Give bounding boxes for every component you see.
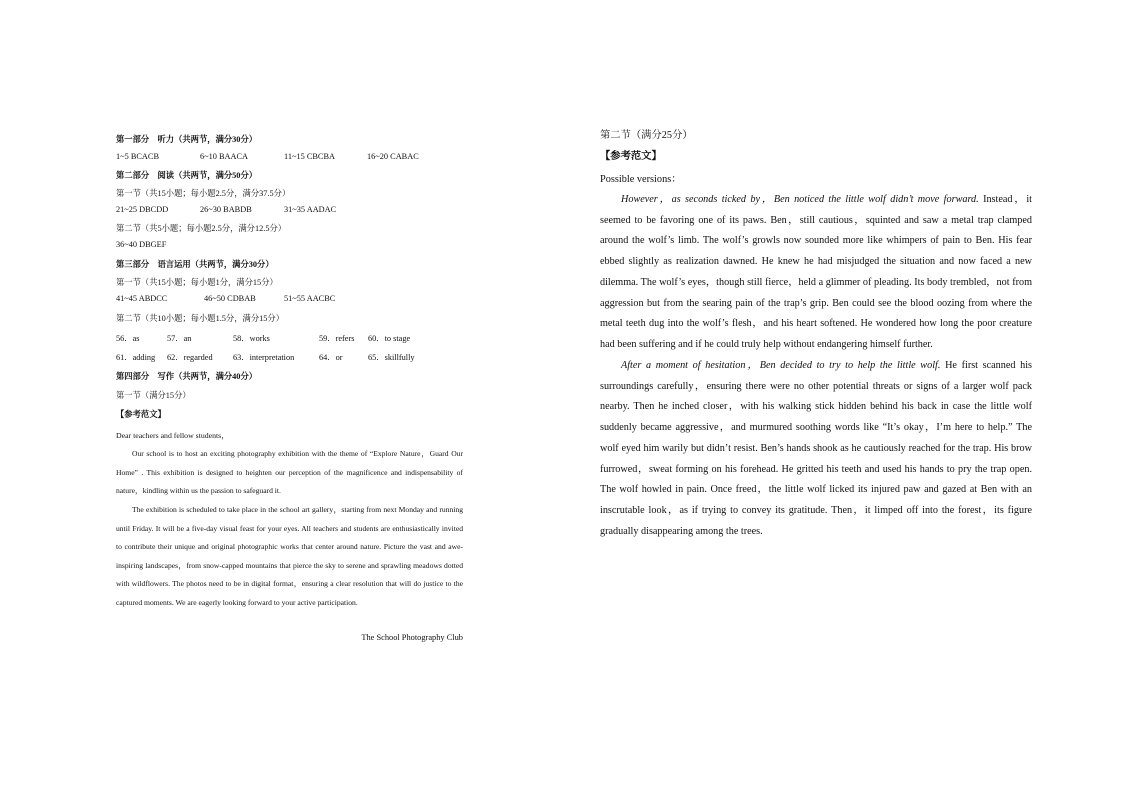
part4-heading: 第四部分 写作（共两节，满分40分） — [116, 372, 258, 381]
section-heading: 第二节（满分25分） — [600, 130, 693, 141]
answer-group: 11~15 CBCBA — [284, 152, 335, 161]
story-paragraph-text: Instead，it seemed to be favoring one of its paws. Ben，still cautious，squinted and saw a metal trap clamped around the wolf’s limb. The wolf’s growls now sounded more like whimpers of pain to Ben. His fear ebbed slightly as realization dawned. He knew he had misjudged the situation and now faced a new dilemma. The wolf’s eyes，though still fierce，held a glimmer of pleading. Its body trembled，not from aggression but from the searing pain of the trap’s grip. Ben could see the blood oozing from where the metal teeth dug into the wolf’s flesh，and his heart softened. He wondered how long the poor creature had been suffering and if he could truly help without endangering himself further. — [600, 194, 1032, 350]
fill-answers-row2 — [116, 351, 466, 363]
fill-answer: 62．regarded — [167, 353, 213, 362]
answer-group: 46~50 CDBAB — [204, 294, 256, 303]
part2-section1: 第一节（共15小题；每小题2.5分，满分37.5分） — [116, 189, 291, 198]
letter-paragraph-text: Our school is to host an exciting photography exhibition with the theme of “Explore Nature，Guard Our Home” . This exhibition is designed to heighten our perception of the magnificence and indispensability of nature，kindling within us the passion to safeguard it. — [116, 449, 463, 495]
fill-answer: 63．interpretation — [233, 353, 295, 362]
story-paragraph — [600, 356, 1032, 542]
fill-answer: 61．adding — [116, 353, 156, 362]
part2-section2: 第二节（共5小题；每小题2.5分，满分12.5分） — [116, 224, 287, 233]
letter-paragraph — [116, 501, 463, 612]
story-paragraph-text: He first scanned his surroundings carefully，ensuring there were no other potential threats or signs of a larger wolf pack nearby. Then he inched closer，with his walking stick hidden behind his back in case the little wolf suddenly became aggressive，and murmured soothing words like “It’s okay，I’m here to help.” The wolf eyed him warily but didn’t resist. Ben’s hands shook as he cautiously reached for the trap. His brow furrowed，sweat forming on his forehead. He gritted his teeth and used his hands to pry the trap open. The wolf howled in pain. Once freed，the little wolf licked its injured paw and gazed at Ben with an inscrutable look，as if trying to convey its gratitude. Then，it limped off into the forest，its figure gradually disappearing among the trees. — [600, 360, 1032, 537]
answer-group: 41~45 ABDCC — [116, 294, 168, 303]
answer-group: 1~5 BCACB — [116, 152, 159, 161]
part1-answers — [116, 152, 466, 164]
signature: The School Photography Club — [361, 633, 463, 642]
part4-section1: 第一节（满分15分） — [116, 391, 191, 400]
fill-answer: 65．skillfully — [368, 353, 415, 362]
answer-group: 51~55 AACBC — [284, 294, 336, 303]
answer-group: 31~35 AADAC — [284, 205, 337, 214]
part3-section1: 第一节（共15小题；每小题1分，满分15分） — [116, 278, 278, 287]
answer-group: 21~25 DBCDD — [116, 205, 169, 214]
fill-answer: 58．works — [233, 334, 270, 343]
part1-heading: 第一部分 听力（共两节，满分30分） — [116, 135, 258, 144]
fill-answer: 56．as — [116, 334, 140, 343]
fill-answer: 57．an — [167, 334, 192, 343]
answer-group: 36~40 DBGEF — [116, 240, 167, 249]
part2-section1-answers — [116, 205, 466, 217]
answer-group: 6~10 BAACA — [200, 152, 249, 161]
versions-label: Possible versions： — [600, 174, 682, 185]
fill-answer: 59．refers — [319, 334, 355, 343]
fill-answers-row1 — [116, 332, 466, 344]
part3-section2: 第二节（共10小题；每小题1.5分，满分15分） — [116, 314, 285, 323]
story-paragraph — [600, 190, 1032, 356]
sample-label: 【参考范文】 — [116, 410, 166, 419]
letter-paragraph — [116, 445, 463, 501]
answer-group: 16~20 CABAC — [367, 152, 419, 161]
part3-heading: 第三部分 语言运用（共两节，满分30分） — [116, 260, 274, 269]
fill-answer: 64．or — [319, 353, 343, 362]
part2-heading: 第二部分 阅读（共两节，满分50分） — [116, 171, 258, 180]
salutation: Dear teachers and fellow students， — [116, 431, 230, 440]
sample-label: 【参考范文】 — [600, 151, 662, 162]
part3-section1-answers — [116, 294, 466, 306]
letter-paragraph-text: The exhibition is scheduled to take place in the school art gallery，starting from next Monday and running until Friday. It will be a five-day visual feast for your eyes. All teachers and students are enthusiastically invited to contribute their unique and original photographic works that center around nature. Picture the vast and awe-inspiring landscapes，from snow-capped mountains that pierce the sky to serene and sprawling meadows dotted with wildflowers. The photos need to be in digital format，ensuring a clear resolution that will do justice to the captured moments. We are eagerly looking forward to your active participation. — [116, 505, 463, 607]
answer-group: 26~30 BABDB — [200, 205, 252, 214]
story-lead-sentence: However，as seconds ticked by，Ben noticed the little wolf didn’t move forward. — [621, 194, 979, 205]
story-lead-sentence: After a moment of hesitation，Ben decided to try to help the little wolf. — [621, 360, 941, 371]
fill-answer: 60．to stage — [368, 334, 411, 343]
